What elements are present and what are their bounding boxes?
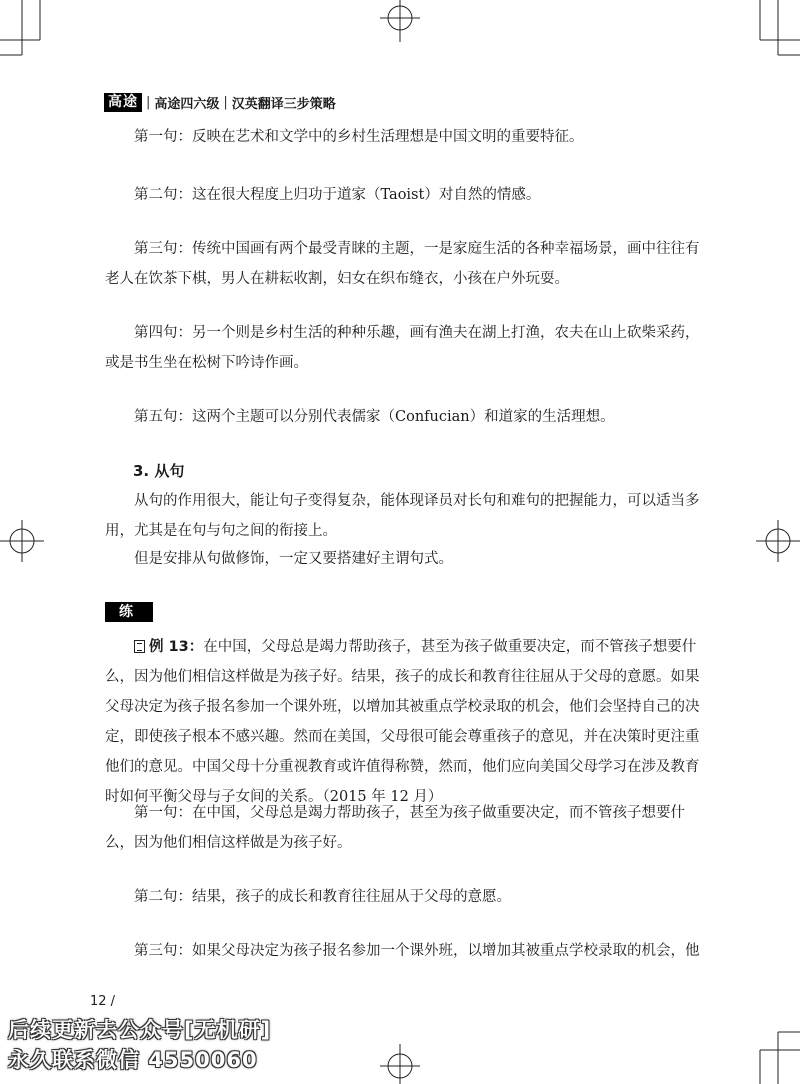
- section-paragraph-1-line-2: 用，尤其是在句与句之间的衔接上。: [105, 523, 337, 539]
- header-title: 汉英翻译三步策略: [231, 96, 336, 112]
- practice-sentence-3: 第三句：如果父母决定为孩子报名参加一个课外班，以增加其被重点学校录取的机会，他: [134, 943, 700, 959]
- sentence-5: 第五句：这两个主题可以分别代表儒家（Confucian）和道家的生活理想。: [134, 409, 615, 425]
- page-number: 12 /: [90, 994, 116, 1009]
- example-line-6: 时如何平衡父母与子女间的关系。（2015 年 12 月）: [105, 789, 443, 805]
- watermark-line-1: 后续更新去公众号[无机研]: [8, 1018, 272, 1042]
- registration-mark-left: [0, 520, 44, 562]
- header-series: 高途四六级: [154, 96, 220, 112]
- practice-sentence-1-line-1: 第一句：在中国，父母总是竭力帮助孩子，甚至为孩子做重要决定，而不管孩子想要什: [134, 805, 685, 821]
- section-paragraph-1-line-1: 从句的作用很大，能让句子变得复杂，能体现译员对长句和难句的把握能力，可以适当多: [134, 493, 700, 509]
- sentence-4-line-2: 或是书生坐在松树下吟诗作画。: [105, 355, 308, 371]
- sentence-2: 第二句：这在很大程度上归功于道家（Taoist）对自然的情感。: [134, 187, 541, 203]
- example-paragraph: [105, 632, 700, 812]
- registration-mark-right: [756, 520, 800, 562]
- example-line-3: 父母决定为孩子报名参加一个课外班，以增加其被重点学校录取的机会，他们会坚持自己的决: [105, 699, 700, 715]
- example-line-2: 么，因为他们相信这样做是为孩子好。结果，孩子的成长和教育往往屈从于父母的意愿。如果: [105, 669, 700, 685]
- example-label: 例 13：: [149, 639, 204, 655]
- sentence-1: 第一句：反映在艺术和文学中的乡村生活理想是中国文明的重要特征。: [134, 129, 584, 145]
- running-header: 高途 | 高途四六级 | 汉英翻译三步策略: [104, 92, 336, 112]
- sentence-3-line-2: 老人在饮茶下棋，男人在耕耘收割，妇女在织布缝衣，小孩在户外玩耍。: [105, 271, 569, 287]
- section-paragraph-2: 但是安排从句做修饰，一定又要搭建好主谓句式。: [134, 551, 453, 567]
- sentence-4: [105, 318, 700, 378]
- sentence-4-line-1: 第四句：另一个则是乡村生活的种种乐趣，画有渔夫在湖上打渔，农夫在山上砍柴采药，: [134, 325, 700, 341]
- practice-sentence-1: [105, 798, 690, 858]
- example-line-4: 定，即使孩子根本不感兴趣。然而在美国，父母很可能会尊重孩子的意见，并在决策时更注重: [105, 729, 700, 745]
- section-title: 3. 从句: [133, 462, 185, 480]
- example-line-1: 例 13：在中国，父母总是竭力帮助孩子，甚至为孩子做重要决定，而不管孩子想要什: [105, 632, 690, 662]
- practice-sentence-2: 第二句：结果，孩子的成长和教育往往屈从于父母的意愿。: [134, 889, 511, 905]
- sentence-3-line-1: 第三句：传统中国画有两个最受青睐的主题，一是家庭生活的各种幸福场景，画中往往有: [134, 241, 700, 257]
- section-paragraph-1: [105, 486, 700, 546]
- registration-mark-bottom: [380, 1044, 420, 1084]
- watermark-line-2: 永久联系微信 4550060: [8, 1048, 258, 1072]
- brand-logo: 高途: [104, 93, 142, 112]
- registration-mark-top: [380, 0, 420, 42]
- practice-sentence-1-line-2: 么，因为他们相信这样做是为孩子好。: [105, 835, 352, 851]
- example-book-icon: [134, 640, 145, 653]
- example-line-5: 他们的意见。中国父母十分重视教育或许值得称赞，然而，他们应向美国父母学习在涉及教育: [105, 759, 700, 775]
- sentence-3: [105, 234, 700, 294]
- practice-heading: 练 习: [105, 602, 153, 622]
